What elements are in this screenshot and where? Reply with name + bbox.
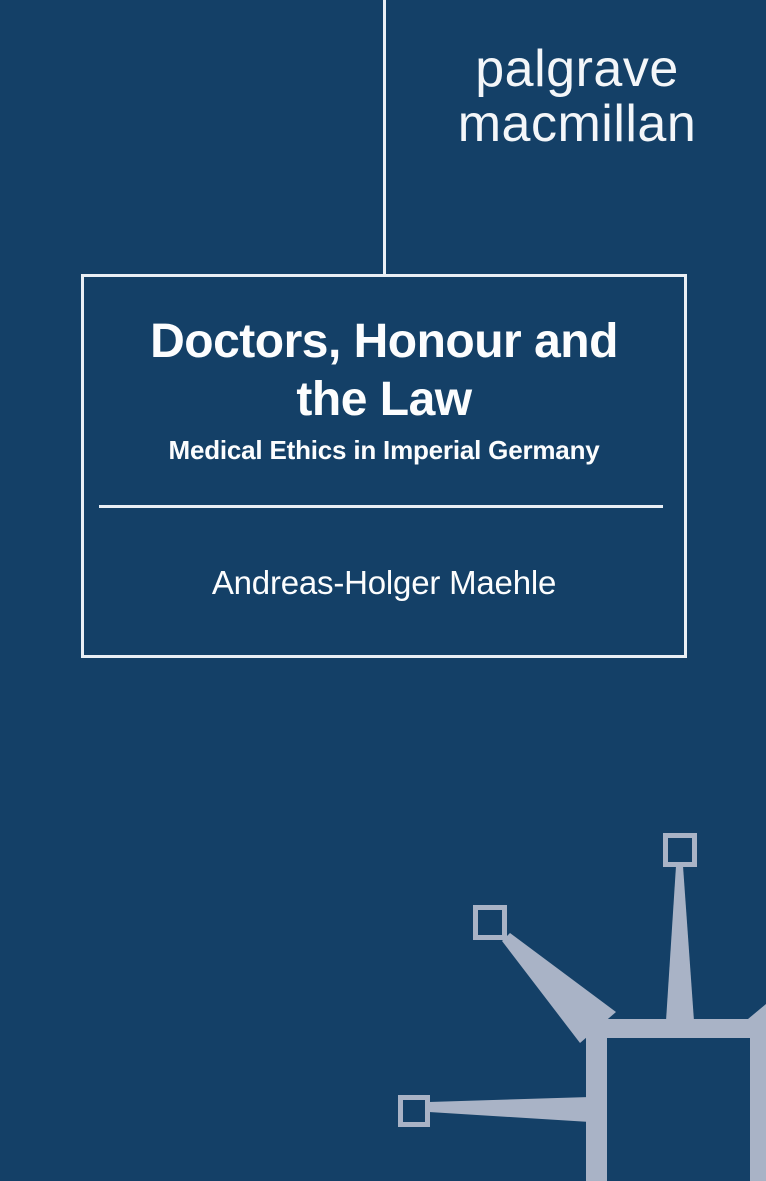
node-square-top-icon — [666, 836, 695, 865]
hub-right-stroke — [750, 1019, 766, 1181]
spoke-diagonal — [502, 933, 616, 1043]
title-panel — [81, 274, 687, 658]
publisher-logo-line2: macmillan — [457, 95, 697, 153]
publisher-logo — [447, 42, 707, 152]
book-subtitle: Medical Ethics in Imperial Germany — [168, 435, 600, 465]
node-square-bottom-left-icon — [401, 1098, 428, 1125]
spoke-vertical — [666, 866, 694, 1021]
vertical-divider-line — [383, 0, 386, 277]
hub-left-stroke — [586, 1019, 607, 1181]
separator-line — [99, 505, 663, 508]
book-title — [84, 277, 684, 429]
node-square-middle-left-icon — [476, 908, 505, 938]
book-title-line1: Doctors, Honour and — [150, 315, 618, 368]
author-name: Andreas-Holger Maehle — [211, 564, 557, 601]
hub-top-bar — [586, 1004, 766, 1038]
spoke-horizontal — [429, 1097, 590, 1122]
publisher-logo-line1: palgrave — [475, 40, 679, 98]
book-title-line2: the Law — [296, 373, 472, 426]
